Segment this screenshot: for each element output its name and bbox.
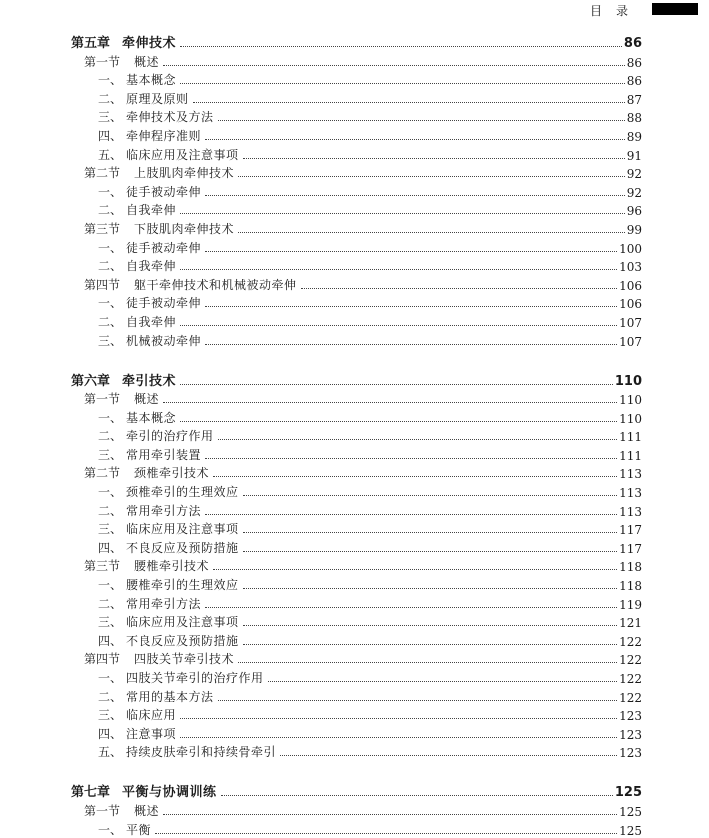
page-number: 118 xyxy=(619,560,642,575)
entry-title: 临床应用及注意事项 xyxy=(126,615,239,630)
section-entry[interactable] xyxy=(84,800,642,819)
page-number: 110 xyxy=(619,393,642,408)
item-entry[interactable] xyxy=(98,819,642,838)
dot-leader xyxy=(180,269,617,270)
entry-label xyxy=(98,502,203,519)
entry-label xyxy=(98,294,203,311)
entry-label xyxy=(98,313,178,330)
entry-label xyxy=(98,71,178,88)
entry-number: 第二节 xyxy=(84,466,121,481)
entry-number: 二、 xyxy=(98,203,123,218)
entry-number: 第二节 xyxy=(84,166,121,181)
item-entry[interactable] xyxy=(98,667,642,686)
entry-label xyxy=(98,595,203,612)
entry-title: 不良反应及预防措施 xyxy=(126,540,239,555)
entry-number: 一、 xyxy=(98,184,123,199)
page-number: 122 xyxy=(619,690,642,705)
dot-leader xyxy=(243,644,618,645)
entry-label xyxy=(71,370,178,389)
entry-label xyxy=(98,409,178,426)
item-entry[interactable] xyxy=(98,311,642,330)
entry-title: 自我牵伸 xyxy=(126,314,177,329)
dot-leader xyxy=(238,176,625,177)
entry-number: 二、 xyxy=(98,596,123,611)
page-number: 111 xyxy=(619,448,642,463)
dot-leader xyxy=(218,439,618,440)
entry-number: 三、 xyxy=(98,447,123,462)
entry-label xyxy=(84,276,299,293)
entry-title: 机械被动牵伸 xyxy=(126,333,202,348)
entry-number: 第一节 xyxy=(84,54,121,69)
entry-title: 基本概念 xyxy=(126,73,177,88)
page-number: 110 xyxy=(619,411,642,426)
dot-leader xyxy=(238,662,617,663)
page-number: 119 xyxy=(619,597,642,612)
item-entry[interactable] xyxy=(98,742,642,761)
entry-label xyxy=(98,520,241,537)
item-entry[interactable] xyxy=(98,519,642,538)
page-number: 87 xyxy=(626,92,642,107)
item-entry[interactable] xyxy=(98,574,642,593)
entry-number: 第六章 xyxy=(71,373,111,389)
item-entry[interactable] xyxy=(98,407,642,426)
entry-label xyxy=(71,781,219,800)
dot-leader xyxy=(180,737,617,738)
entry-label xyxy=(98,239,203,256)
page-number: 113 xyxy=(619,486,642,501)
entry-title: 平衡 xyxy=(126,822,152,837)
dot-leader xyxy=(218,120,625,121)
item-entry[interactable] xyxy=(98,144,642,163)
entry-number: 一、 xyxy=(98,240,123,255)
entry-title: 平衡与协调训练 xyxy=(122,785,217,801)
entry-number: 一、 xyxy=(98,578,123,593)
page-number: 123 xyxy=(619,727,642,742)
entry-label xyxy=(71,32,178,51)
entry-number: 第五章 xyxy=(71,36,111,51)
entry-label xyxy=(84,53,161,70)
chapter-entry[interactable] xyxy=(71,370,642,389)
page-number: 89 xyxy=(626,129,642,144)
entry-label xyxy=(98,725,178,742)
section-entry[interactable] xyxy=(84,163,642,182)
section-entry[interactable] xyxy=(84,649,642,668)
entry-label xyxy=(84,650,236,667)
dot-leader xyxy=(243,551,618,552)
item-entry[interactable] xyxy=(98,444,642,463)
item-entry[interactable] xyxy=(98,537,642,556)
section-entry[interactable] xyxy=(84,556,642,575)
entry-label xyxy=(98,332,203,349)
item-entry[interactable] xyxy=(98,107,642,126)
entry-label xyxy=(98,669,266,686)
entry-number: 二、 xyxy=(98,91,123,106)
entry-label xyxy=(98,613,241,630)
item-entry[interactable] xyxy=(98,500,642,519)
entry-title: 概述 xyxy=(134,54,160,69)
entry-label xyxy=(98,706,178,723)
entry-number: 四、 xyxy=(98,633,123,648)
entry-title: 常用的基本方法 xyxy=(126,689,214,704)
page-number: 88 xyxy=(626,111,642,126)
header-black-bar xyxy=(652,3,698,15)
entry-title: 四肢关节牵引的治疗作用 xyxy=(126,671,264,685)
dot-leader xyxy=(180,384,613,385)
dot-leader xyxy=(180,718,617,719)
entry-title: 牵伸技术及方法 xyxy=(126,110,214,125)
page-number: 86 xyxy=(626,74,642,89)
section-entry[interactable] xyxy=(84,51,642,70)
item-entry[interactable] xyxy=(98,705,642,724)
entry-number: 三、 xyxy=(98,708,123,723)
entry-number: 第一节 xyxy=(84,803,121,818)
dot-leader xyxy=(301,288,618,289)
entry-number: 二、 xyxy=(98,314,123,329)
dot-leader xyxy=(205,306,617,307)
page-number: 99 xyxy=(626,222,642,237)
section-entry[interactable] xyxy=(84,274,642,293)
chapter-gap xyxy=(0,760,709,781)
page-number: 121 xyxy=(619,616,642,631)
entry-title: 牵伸技术 xyxy=(122,36,177,51)
item-entry[interactable] xyxy=(98,181,642,200)
page-number: 113 xyxy=(619,467,642,482)
item-entry[interactable] xyxy=(98,612,642,631)
entry-number: 三、 xyxy=(98,333,123,348)
entry-title: 常用牵引方法 xyxy=(126,596,202,611)
header-label: 目录 xyxy=(590,4,643,18)
entry-label xyxy=(84,164,236,181)
item-entry[interactable] xyxy=(98,426,642,445)
entry-title: 临床应用 xyxy=(126,708,177,723)
dot-leader xyxy=(243,495,618,496)
dot-leader xyxy=(180,213,625,214)
dot-leader xyxy=(205,607,617,608)
entry-number: 二、 xyxy=(98,503,123,518)
entry-number: 三、 xyxy=(98,615,123,630)
entry-title: 下肢肌肉牵伸技术 xyxy=(134,221,235,236)
entry-label xyxy=(84,802,161,819)
dot-leader xyxy=(213,569,617,570)
page-number: 122 xyxy=(619,634,642,649)
section-entry[interactable] xyxy=(84,218,642,237)
dot-leader xyxy=(155,833,617,834)
entry-label xyxy=(98,821,153,838)
entry-title: 自我牵伸 xyxy=(126,203,177,218)
page-number: 103 xyxy=(619,260,642,275)
dot-leader xyxy=(243,625,618,626)
dot-leader xyxy=(180,421,617,422)
entry-label xyxy=(98,183,203,200)
entry-number: 一、 xyxy=(98,485,123,500)
page-number: 107 xyxy=(619,334,642,349)
page-number: 117 xyxy=(619,523,642,538)
dot-leader xyxy=(213,476,617,477)
entry-title: 颈椎牵引技术 xyxy=(134,466,210,481)
entry-number: 二、 xyxy=(98,259,123,274)
entry-number: 五、 xyxy=(98,745,123,760)
page-number: 91 xyxy=(626,148,642,163)
chapter-entry[interactable] xyxy=(71,32,642,51)
entry-number: 二、 xyxy=(98,429,123,444)
entry-title: 上肢肌肉牵伸技术 xyxy=(134,166,235,181)
page-number: 86 xyxy=(626,55,642,70)
page-number: 106 xyxy=(619,297,642,312)
entry-title: 徒手被动牵伸 xyxy=(126,240,202,255)
dot-leader xyxy=(193,102,625,103)
item-entry[interactable] xyxy=(98,630,642,649)
dot-leader xyxy=(180,325,617,326)
entry-number: 第三节 xyxy=(84,559,121,574)
page-number: 117 xyxy=(619,541,642,556)
entry-number: 一、 xyxy=(98,671,123,685)
entry-title: 牵引技术 xyxy=(122,373,177,389)
item-entry[interactable] xyxy=(98,293,642,312)
entry-number: 一、 xyxy=(98,296,123,311)
entry-number: 四、 xyxy=(98,128,123,143)
dot-leader xyxy=(205,514,617,515)
entry-title: 概述 xyxy=(134,803,160,818)
entry-label xyxy=(98,90,191,107)
entry-label xyxy=(98,688,216,705)
page-number: 125 xyxy=(619,804,642,819)
entry-title: 徒手被动牵伸 xyxy=(126,184,202,199)
entry-label xyxy=(84,557,211,574)
item-entry[interactable] xyxy=(98,237,642,256)
entry-label xyxy=(98,427,216,444)
page-number: 111 xyxy=(619,430,642,445)
page-number: 125 xyxy=(619,823,642,838)
dot-leader xyxy=(205,251,617,252)
entry-title: 概述 xyxy=(134,392,160,407)
dot-leader xyxy=(205,344,617,345)
entry-title: 腰椎牵引的生理效应 xyxy=(126,578,239,593)
chapter-entry[interactable] xyxy=(71,781,642,800)
page-number: 123 xyxy=(619,709,642,724)
chapter-gap xyxy=(0,349,709,370)
item-entry[interactable] xyxy=(98,686,642,705)
item-entry[interactable] xyxy=(98,481,642,500)
page-number: 92 xyxy=(626,185,642,200)
entry-label xyxy=(98,257,178,274)
entry-number: 第三节 xyxy=(84,221,121,236)
dot-leader xyxy=(163,65,625,66)
entry-title: 基本概念 xyxy=(126,410,177,425)
entry-number: 一、 xyxy=(98,410,123,425)
entry-title: 颈椎牵引的生理效应 xyxy=(126,485,239,500)
entry-title: 自我牵伸 xyxy=(126,259,177,274)
page-number: 122 xyxy=(619,672,642,686)
item-entry[interactable] xyxy=(98,593,642,612)
entry-label xyxy=(98,576,241,593)
entry-title: 常用牵引方法 xyxy=(126,503,202,518)
entry-title: 牵伸程序准则 xyxy=(126,128,202,143)
entry-label xyxy=(98,127,203,144)
entry-label xyxy=(98,539,241,556)
page-number: 122 xyxy=(619,653,642,668)
section-entry[interactable] xyxy=(84,389,642,408)
entry-title: 临床应用及注意事项 xyxy=(126,522,239,537)
entry-label xyxy=(84,390,161,407)
entry-title: 原理及原则 xyxy=(126,91,189,106)
entry-title: 牵引的治疗作用 xyxy=(126,429,214,444)
entry-label xyxy=(84,220,236,237)
entry-title: 徒手被动牵伸 xyxy=(126,296,202,311)
entry-title: 持续皮肤牵引和持续骨牵引 xyxy=(126,745,277,760)
dot-leader xyxy=(238,232,625,233)
dot-leader xyxy=(163,814,617,815)
entry-number: 第四节 xyxy=(84,277,121,292)
entry-title: 四肢关节牵引技术 xyxy=(134,652,235,667)
item-entry[interactable] xyxy=(98,256,642,275)
page-number: 86 xyxy=(623,36,642,51)
section-entry[interactable] xyxy=(84,463,642,482)
entry-label xyxy=(98,201,178,218)
entry-number: 一、 xyxy=(98,73,123,88)
item-entry[interactable] xyxy=(98,70,642,89)
entry-label xyxy=(84,464,211,481)
dot-leader xyxy=(205,458,617,459)
page-number: 123 xyxy=(619,746,642,761)
page-number: 92 xyxy=(626,167,642,182)
dot-leader xyxy=(221,795,613,796)
dot-leader xyxy=(205,139,625,140)
entry-label xyxy=(98,446,203,463)
entry-label xyxy=(98,146,241,163)
entry-title: 临床应用及注意事项 xyxy=(126,147,239,162)
entry-title: 注意事项 xyxy=(126,726,177,741)
dot-leader xyxy=(243,588,618,589)
entry-label xyxy=(98,483,241,500)
entry-number: 二、 xyxy=(98,689,123,704)
page-number: 113 xyxy=(619,504,642,519)
entry-number: 第七章 xyxy=(71,785,111,801)
page-number: 125 xyxy=(614,785,642,801)
dot-leader xyxy=(218,700,618,701)
entry-title: 不良反应及预防措施 xyxy=(126,633,239,648)
entry-title: 腰椎牵引技术 xyxy=(134,559,210,574)
dot-leader xyxy=(205,195,625,196)
entry-label xyxy=(98,743,278,760)
entry-number: 第一节 xyxy=(84,392,121,407)
entry-number: 四、 xyxy=(98,540,123,555)
item-entry[interactable] xyxy=(98,330,642,349)
entry-number: 五、 xyxy=(98,147,123,162)
entry-number: 一、 xyxy=(98,822,123,837)
dot-leader xyxy=(243,532,618,533)
entry-number: 四、 xyxy=(98,726,123,741)
page-number: 118 xyxy=(619,579,642,594)
dot-leader xyxy=(180,46,622,47)
dot-leader xyxy=(180,83,625,84)
page-number: 100 xyxy=(619,241,642,256)
dot-leader xyxy=(163,402,617,403)
entry-number: 第四节 xyxy=(84,652,121,667)
entry-number: 三、 xyxy=(98,522,123,537)
entry-title: 躯干牵伸技术和机械被动牵伸 xyxy=(134,277,297,292)
entry-number: 三、 xyxy=(98,110,123,125)
dot-leader xyxy=(268,681,618,682)
page-number: 110 xyxy=(614,373,642,389)
page-number: 106 xyxy=(619,278,642,293)
page-header xyxy=(0,0,709,22)
item-entry[interactable] xyxy=(98,723,642,742)
table-of-contents xyxy=(0,32,709,838)
dot-leader xyxy=(243,158,625,159)
item-entry[interactable] xyxy=(98,125,642,144)
page-number: 107 xyxy=(619,315,642,330)
item-entry[interactable] xyxy=(98,200,642,219)
page-number: 96 xyxy=(626,204,642,219)
entry-label xyxy=(98,632,241,649)
dot-leader xyxy=(280,755,617,756)
entry-label xyxy=(98,108,216,125)
item-entry[interactable] xyxy=(98,88,642,107)
entry-title: 常用牵引装置 xyxy=(126,447,202,462)
